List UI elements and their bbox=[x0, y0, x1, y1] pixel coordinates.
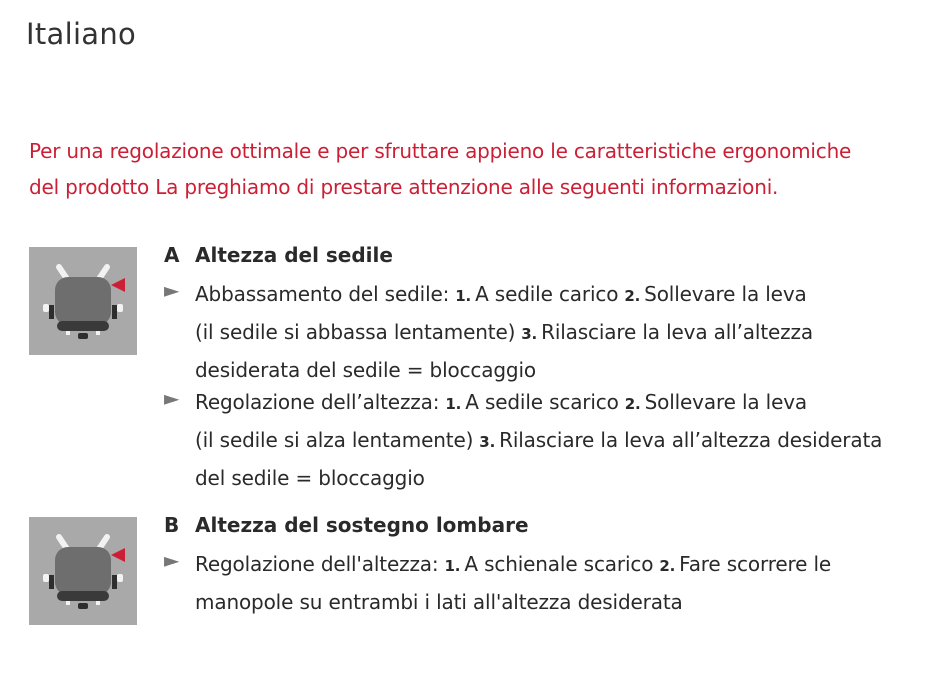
instruction-line: (il sedile si alza lentamente) 3. Rilasciare la leva all’altezza desiderata bbox=[195, 428, 883, 452]
instruction-line: Regolazione dell'altezza: 1. A schienale scarico 2. Fare scorrere le bbox=[195, 552, 832, 576]
section-title: Altezza del sostegno lombare bbox=[195, 513, 529, 537]
intro-line: del prodotto La preghiamo di prestare attenzione alle seguenti informazioni. bbox=[29, 175, 779, 199]
page-title: Italiano bbox=[26, 17, 137, 51]
section-letter: B bbox=[164, 513, 180, 537]
section-title: Altezza del sedile bbox=[195, 243, 393, 267]
instruction-line: (il sedile si abbassa lentamente) 3. Rilasciare la leva all’altezza bbox=[195, 320, 813, 344]
section-letter: A bbox=[164, 243, 180, 267]
section-heading bbox=[164, 243, 393, 267]
triangle-right-icon: ► bbox=[164, 278, 180, 302]
intro-line: Per una regolazione ottimale e per sfruttare appieno le caratteristiche ergonomiche bbox=[29, 139, 852, 163]
chair-top-view-icon bbox=[29, 247, 137, 355]
instruction-item bbox=[164, 276, 924, 388]
instruction-line: manopole su entrambi i lati all'altezza desiderata bbox=[195, 590, 683, 614]
section-heading bbox=[164, 513, 529, 537]
intro-text bbox=[29, 133, 929, 205]
instruction-line: Abbassamento del sedile: 1. A sedile carico 2. Sollevare la leva bbox=[195, 282, 807, 306]
instruction-item bbox=[164, 384, 924, 496]
chair-top-view-icon bbox=[29, 517, 137, 625]
triangle-right-icon: ► bbox=[164, 548, 180, 572]
instruction-line: del sedile = bloccaggio bbox=[195, 466, 425, 490]
triangle-right-icon: ► bbox=[164, 386, 180, 410]
instruction-item bbox=[164, 546, 924, 620]
instruction-line: desiderata del sedile = bloccaggio bbox=[195, 358, 536, 382]
instruction-line: Regolazione dell’altezza: 1. A sedile scarico 2. Sollevare la leva bbox=[195, 390, 808, 414]
